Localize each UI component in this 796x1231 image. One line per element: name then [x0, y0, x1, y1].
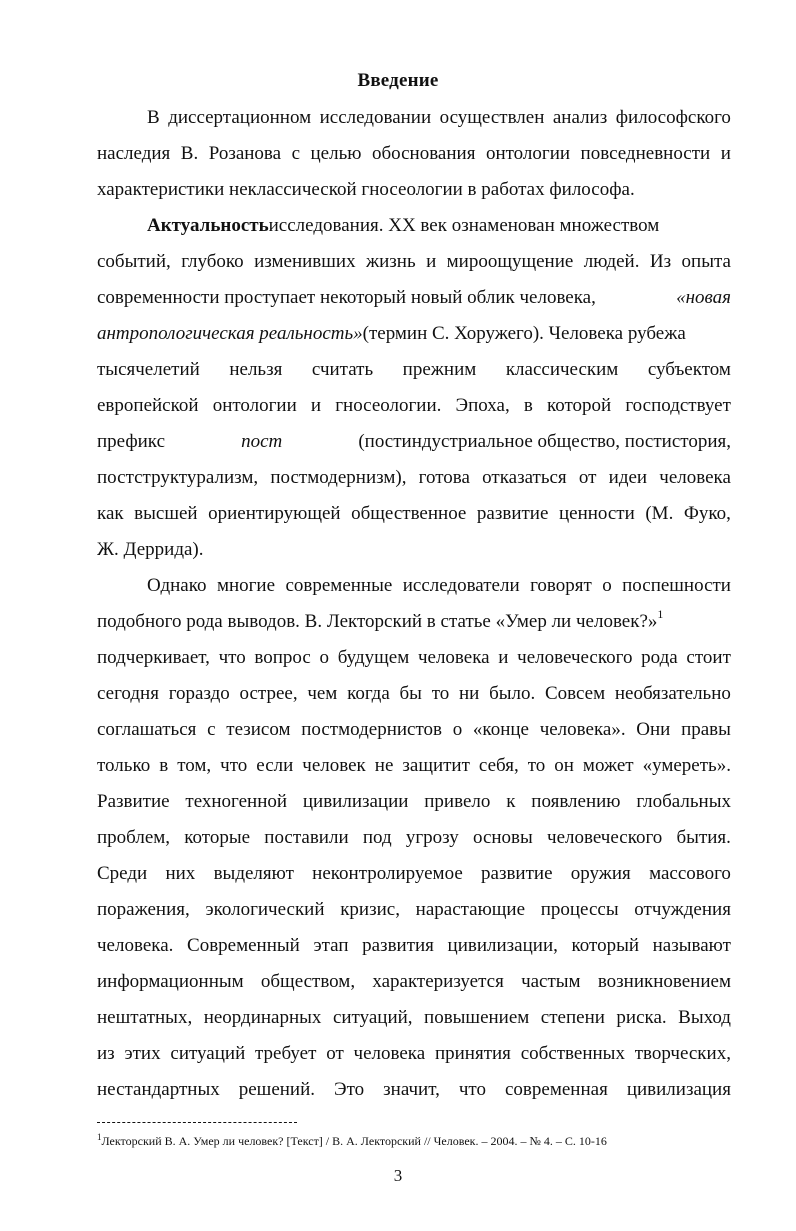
- word: том,: [177, 755, 212, 776]
- word: диссертационном: [168, 107, 312, 128]
- text-run: [97, 1078, 731, 1102]
- word: правы: [681, 719, 731, 740]
- paragraph-line: [97, 754, 731, 778]
- text-run: (термин С. Хоружего). Человека рубежа: [362, 323, 686, 344]
- word: тезисом: [226, 719, 291, 740]
- word: Однако: [147, 575, 207, 596]
- word: что: [458, 1079, 486, 1100]
- italic-term: пост: [241, 431, 283, 452]
- paragraph-line: [97, 1042, 731, 1066]
- word: значит,: [383, 1079, 440, 1100]
- word: будущем: [337, 647, 410, 668]
- word: развитие: [481, 863, 553, 884]
- word: и: [426, 251, 437, 272]
- word: человеческого: [517, 647, 633, 668]
- word: нештатных,: [97, 1007, 193, 1028]
- word: появлению: [531, 791, 621, 812]
- word: осуществлен: [439, 107, 545, 128]
- word: острее,: [239, 683, 298, 704]
- word: сегодня: [97, 683, 159, 704]
- word: и: [498, 647, 509, 668]
- word: нарастающие: [415, 899, 526, 920]
- word: господствует: [625, 395, 731, 416]
- word: себя,: [478, 755, 519, 776]
- italic-term: «новая: [676, 287, 731, 308]
- word: степени: [540, 1007, 605, 1028]
- text-run: [97, 970, 731, 994]
- word: развитие: [476, 503, 549, 524]
- paragraph-line: [97, 286, 731, 310]
- word: от: [326, 1043, 344, 1064]
- text-run: [97, 466, 731, 490]
- word: только: [97, 755, 151, 776]
- word: то: [527, 755, 546, 776]
- word: повседневности: [580, 143, 711, 164]
- word: бытия.: [676, 827, 731, 848]
- word: было.: [489, 683, 536, 704]
- word: может: [582, 755, 634, 776]
- word: Они: [636, 719, 671, 740]
- word: когда: [347, 683, 390, 704]
- word: нельзя: [229, 359, 283, 380]
- text-run: характеристики неклассической гносеологии в работах философа.: [97, 179, 635, 200]
- paragraph-line: [97, 1078, 731, 1102]
- word: подчеркивает,: [97, 647, 210, 668]
- text-run: [147, 214, 659, 238]
- footnote-text: Лекторский В. А. Умер ли человек? [Текст] / В. А. Лекторский // Человек. – 2004. – № 4. – С. 10-16: [101, 1134, 607, 1148]
- word: человека.: [97, 935, 174, 956]
- text-run: [97, 862, 731, 886]
- text-run: [97, 718, 731, 742]
- word: ценности: [558, 503, 635, 524]
- word: о: [319, 647, 330, 668]
- word: с: [207, 719, 216, 740]
- text-run: [97, 646, 731, 670]
- paragraph-line: [97, 682, 731, 706]
- text-run: [147, 106, 731, 130]
- word: нестандартных: [97, 1079, 220, 1100]
- text-run: [97, 394, 731, 418]
- word: наследия: [97, 143, 171, 164]
- word: человека: [417, 647, 490, 668]
- word: Современный: [187, 935, 300, 956]
- word: Это: [334, 1079, 365, 1100]
- paragraph-line: [147, 574, 731, 598]
- text-run: [97, 142, 731, 166]
- word: онтологии: [212, 395, 297, 416]
- paragraph-line: [97, 862, 731, 886]
- text-run: [97, 607, 664, 635]
- word: «умереть».: [642, 755, 731, 776]
- word: в: [159, 755, 169, 776]
- word: мироощущение: [446, 251, 574, 272]
- word: анализ: [552, 107, 608, 128]
- text-run: [97, 826, 731, 850]
- word: поспешности: [622, 575, 731, 596]
- page-number: 3: [393, 1166, 403, 1185]
- word: идеи: [608, 467, 648, 488]
- bold-term: Актуальность: [147, 215, 269, 236]
- word: если: [256, 755, 294, 776]
- word: неординарных: [203, 1007, 322, 1028]
- word: то: [431, 683, 450, 704]
- word: этап: [313, 935, 349, 956]
- word: «конце: [472, 719, 529, 740]
- text-run: [97, 358, 731, 382]
- paragraph-line: [147, 106, 731, 130]
- word: опыта: [681, 251, 731, 272]
- word: как: [97, 503, 124, 524]
- word: классическим: [505, 359, 619, 380]
- word: постмодернизм),: [270, 467, 407, 488]
- word: событий,: [97, 251, 171, 272]
- word: неконтролируемое: [312, 863, 463, 884]
- word: под: [362, 827, 392, 848]
- word: (М.: [645, 503, 674, 524]
- word: который: [571, 935, 640, 956]
- word: поражения,: [97, 899, 190, 920]
- word: рода: [641, 647, 678, 668]
- paragraph-line: [97, 538, 731, 562]
- word: ситуаций: [170, 1043, 246, 1064]
- word: человека: [353, 1043, 426, 1064]
- text-run: [97, 250, 731, 274]
- word: экологический: [205, 899, 325, 920]
- text-run: подобного рода выводов. В. Лекторский в статье «Умер ли человек?»: [97, 611, 658, 632]
- word: от: [578, 467, 597, 488]
- word: привело: [424, 791, 491, 812]
- word: оружия: [570, 863, 631, 884]
- paragraph-line: [97, 394, 731, 418]
- word: о: [452, 719, 463, 740]
- word: не: [374, 755, 394, 776]
- word: философского: [615, 107, 731, 128]
- word: называют: [652, 935, 731, 956]
- text-run: [97, 934, 731, 958]
- paragraph-line: [97, 502, 731, 526]
- word: с: [291, 143, 301, 164]
- text-run: (постиндустриальное общество, постистория,: [358, 431, 731, 452]
- word: тысячелетий: [97, 359, 200, 380]
- word: Совсем: [544, 683, 606, 704]
- paragraph-line: [97, 607, 731, 635]
- word: решений.: [238, 1079, 316, 1100]
- paragraph-line: [97, 646, 731, 670]
- word: отказаться: [482, 467, 567, 488]
- paragraph-line: [97, 430, 731, 454]
- word: массового: [649, 863, 731, 884]
- word: отчуждения: [634, 899, 731, 920]
- word: техногенной: [185, 791, 288, 812]
- word: характеризуется: [372, 971, 504, 992]
- page-title: Введение: [357, 70, 439, 91]
- word: цивилизации,: [447, 935, 558, 956]
- word: Развитие: [97, 791, 170, 812]
- word: глобальных: [636, 791, 731, 812]
- paragraph-line: [97, 826, 731, 850]
- text-run: [97, 898, 731, 922]
- word: многие: [216, 575, 276, 596]
- word: говорят: [530, 575, 592, 596]
- italic-term: антропологическая реальность»: [97, 323, 363, 344]
- text-run: исследования. XX век ознаменован множеством: [268, 215, 660, 236]
- word: возникновением: [597, 971, 731, 992]
- word: вопрос: [254, 647, 311, 668]
- word: глубоко: [181, 251, 244, 272]
- word: исследователи: [402, 575, 520, 596]
- paragraph-line: [97, 250, 731, 274]
- word: ни: [458, 683, 480, 704]
- word: ориентирующей: [208, 503, 341, 524]
- word: исследовании: [319, 107, 432, 128]
- paragraph-line: [97, 790, 731, 814]
- footnote-number: 1: [97, 1132, 102, 1142]
- paragraph-line: [97, 358, 731, 382]
- word: субъектом: [647, 359, 731, 380]
- word: о: [602, 575, 612, 596]
- word: общественное: [351, 503, 467, 524]
- word: них: [165, 863, 196, 884]
- word: современные: [285, 575, 393, 596]
- word: развития: [362, 935, 434, 956]
- footnote-divider: [97, 1122, 297, 1123]
- word: Из: [649, 251, 672, 272]
- word: современная: [505, 1079, 608, 1100]
- text-run: [97, 322, 686, 346]
- text-run: [147, 574, 731, 598]
- word: требует: [255, 1043, 317, 1064]
- word: постмодернистов: [301, 719, 442, 740]
- word: цивилизация: [626, 1079, 731, 1100]
- footnote: [97, 1133, 607, 1150]
- word: чем: [307, 683, 338, 704]
- word: целью: [310, 143, 362, 164]
- word: людей.: [583, 251, 640, 272]
- word: Среди: [97, 863, 148, 884]
- text-run: современности проступает некоторый новый облик человека,: [97, 287, 596, 308]
- word: основы: [472, 827, 533, 848]
- text-run: [97, 754, 731, 778]
- word: творческих,: [634, 1043, 731, 1064]
- word: и: [720, 143, 731, 164]
- word: обоснования: [371, 143, 476, 164]
- text-run: [97, 790, 731, 814]
- word: выделяют: [213, 863, 294, 884]
- word: принятия: [434, 1043, 511, 1064]
- word: изменивших: [254, 251, 356, 272]
- word: прежним: [402, 359, 477, 380]
- word: защитит: [402, 755, 470, 776]
- word: европейской: [97, 395, 199, 416]
- word: онтологии: [485, 143, 571, 164]
- paragraph-line: [97, 970, 731, 994]
- paragraph-line: [97, 934, 731, 958]
- text-run: [97, 1042, 731, 1066]
- word: постструктурализм,: [97, 467, 259, 488]
- word: которые: [184, 827, 251, 848]
- word: высшей: [134, 503, 198, 524]
- text-run: Ж. Деррида).: [97, 539, 204, 560]
- word: поставили: [264, 827, 349, 848]
- paragraph-line: [97, 898, 731, 922]
- word: соглашаться: [97, 719, 197, 740]
- word: информационным: [97, 971, 244, 992]
- paragraph-line: [97, 178, 731, 202]
- word: В.: [180, 143, 199, 164]
- word: этих: [124, 1043, 161, 1064]
- word: повышением: [424, 1007, 530, 1028]
- word: он: [554, 755, 574, 776]
- word: человеческого: [547, 827, 663, 848]
- word: процессы: [540, 899, 619, 920]
- paragraph-line: [97, 1006, 731, 1030]
- word: Эпоха,: [455, 395, 510, 416]
- word: жизнь: [366, 251, 416, 272]
- word: из: [97, 1043, 115, 1064]
- word: в: [523, 395, 533, 416]
- word: собственных: [520, 1043, 625, 1064]
- word: гораздо: [168, 683, 230, 704]
- word: необязательно: [614, 683, 731, 704]
- text-run: [97, 682, 731, 706]
- word: В: [147, 107, 160, 128]
- word: стоит: [686, 647, 731, 668]
- word: что: [220, 755, 248, 776]
- text-run: [97, 502, 731, 526]
- word: которой: [546, 395, 612, 416]
- paragraph-line: [97, 322, 731, 346]
- word: частым: [521, 971, 581, 992]
- word: цивилизации: [302, 791, 409, 812]
- word: Выход: [678, 1007, 731, 1028]
- footnote-marker: 1: [657, 607, 664, 621]
- word: обществом,: [260, 971, 356, 992]
- text-run: префикс: [97, 431, 166, 452]
- word: человека».: [539, 719, 626, 740]
- word: и: [310, 395, 322, 416]
- word: проблем,: [97, 827, 171, 848]
- word: ситуаций,: [332, 1007, 413, 1028]
- paragraph-line: [97, 142, 731, 166]
- word: человек: [302, 755, 366, 776]
- word: бы: [399, 683, 422, 704]
- word: угрозу: [405, 827, 459, 848]
- word: кризис,: [340, 899, 400, 920]
- word: что: [218, 647, 246, 668]
- text-run: [97, 1006, 731, 1030]
- word: к: [506, 791, 516, 812]
- word: человека: [659, 467, 731, 488]
- word: Фуко,: [683, 503, 731, 524]
- word: Розанова: [208, 143, 282, 164]
- paragraph-line: [147, 214, 731, 238]
- word: готова: [418, 467, 470, 488]
- paragraph-line: [97, 466, 731, 490]
- paragraph-line: [97, 718, 731, 742]
- word: гносеологии.: [335, 395, 442, 416]
- word: риска.: [616, 1007, 667, 1028]
- word: считать: [311, 359, 374, 380]
